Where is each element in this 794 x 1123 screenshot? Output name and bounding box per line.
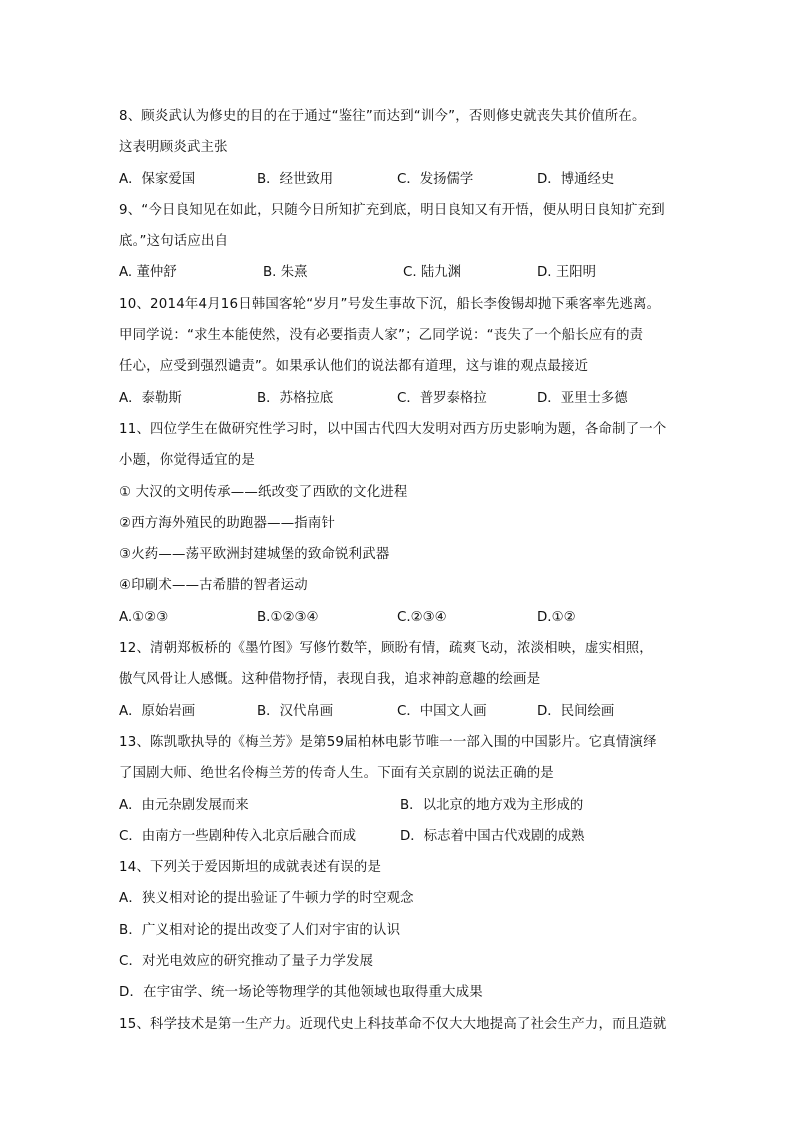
question-12-stem-line-2: 傲气风骨让人感慨。这种借物抒情，表现自我，追求神韵意趣的绘画是 xyxy=(119,672,541,688)
question-9-stem-line-2: 底。”这句话应出自 xyxy=(119,234,229,250)
question-11-item-1: ① 大汉的文明传承——纸改变了西欧的文化进程 xyxy=(119,484,408,500)
question-9-options xyxy=(119,257,681,288)
option-d: D．亚里士多德 xyxy=(537,390,628,406)
option-a: A．由元杂剧发展而来 xyxy=(119,797,249,813)
option-d: D. 王阳明 xyxy=(537,265,596,281)
option-c: C．发扬儒学 xyxy=(397,171,474,187)
question-14-stem-line-1: 14、下列关于爱因斯坦的成就表述有误的是 xyxy=(119,860,382,876)
exam-content xyxy=(119,101,681,1040)
question-8-options xyxy=(119,164,681,195)
option-b: B．以北京的地方戏为主形成的 xyxy=(400,797,584,813)
option-c: C．普罗泰格拉 xyxy=(397,390,487,406)
question-8-stem-line-2: 这表明顾炎武主张 xyxy=(119,140,228,156)
question-13-options-row-2 xyxy=(119,821,681,852)
option-a: A. 董仲舒 xyxy=(119,265,177,281)
option-a: A．泰勒斯 xyxy=(119,390,182,406)
question-12-options xyxy=(119,696,681,727)
question-8-stem-line-1: 8、顾炎武认为修史的目的在于通过“鉴往”而达到“训今”，否则修史就丧失其价值所在。 xyxy=(119,109,646,124)
question-13-stem-line-1: 13、陈凯歌执导的《梅兰芳》是第59届柏林电影节唯一一部入围的中国影片。它真情演绎 xyxy=(119,734,657,750)
option-b: B. 朱熹 xyxy=(263,265,308,281)
option-c: C．由南方一些剧种传入北京后融合而成 xyxy=(119,828,356,844)
option-b: B．苏格拉底 xyxy=(257,390,334,406)
question-15-stem-line-1: 15、科学技术是第一生产力。近现代史上科技革命不仅大大地提高了社会生产力，而且造就 xyxy=(119,1016,667,1032)
option-c: C．中国文人画 xyxy=(397,703,487,719)
question-10-stem-line-3: 任心，应受到强烈谴责”。如果承认他们的说法都有道理，这与谁的观点最接近 xyxy=(119,359,589,375)
option-d: D．在宇宙学、统一场论等物理学的其他领域也取得重大成果 xyxy=(119,985,483,1001)
question-10-options xyxy=(119,383,681,414)
option-c: C.②③④ xyxy=(397,609,447,625)
question-11-stem-line-1: 11、四位学生在做研究性学习时，以中国古代四大发明对西方历史影响为题，各命制了一个 xyxy=(119,421,667,437)
option-d: D．标志着中国古代戏剧的成熟 xyxy=(400,828,585,844)
option-b: B．汉代帛画 xyxy=(257,703,334,719)
option-c: C. 陆九渊 xyxy=(403,265,462,281)
option-d: D.①② xyxy=(537,609,576,625)
option-a: A．狭义相对论的提出验证了牛顿力学的时空观念 xyxy=(119,891,414,907)
question-11-item-2: ②西方海外殖民的助跑器——指南针 xyxy=(119,515,336,531)
option-c: C．对光电效应的研究推动了量子力学发展 xyxy=(119,954,374,970)
question-11-stem-line-2: 小题，你觉得适宜的是 xyxy=(119,453,255,469)
option-b: B.①②③④ xyxy=(257,609,319,625)
option-d: D．民间绘画 xyxy=(537,703,615,719)
question-11-options xyxy=(119,602,681,633)
option-a: A.①②③ xyxy=(119,609,169,625)
option-b: B．经世致用 xyxy=(257,171,334,187)
option-a: A．原始岩画 xyxy=(119,703,196,719)
question-10-stem-line-2: 甲同学说：“求生本能使然，没有必要指责人家”；乙同学说：“丧失了一个船长应有的责 xyxy=(119,328,644,344)
question-12-stem-line-1: 12、清朝郑板桥的《墨竹图》写修竹数竿，顾盼有情，疏爽飞动，浓淡相映，虚实相照， xyxy=(119,641,653,657)
question-11-item-3: ③火药——荡平欧洲封建城堡的致命锐利武器 xyxy=(119,547,390,563)
question-10-stem-line-1: 10、2014年4月16日韩国客轮“岁月”号发生事故下沉，船长李俊锡却抛下乘客率先逃离。 xyxy=(119,296,661,312)
option-b: B．广义相对论的提出改变了人们对宇宙的认识 xyxy=(119,922,401,938)
option-d: D．博通经史 xyxy=(537,171,615,187)
question-11-item-4: ④印刷术——古希腊的智者运动 xyxy=(119,578,308,594)
question-13-options-row-1 xyxy=(119,790,681,821)
question-13-stem-line-2: 了国剧大师、绝世名伶梅兰芳的传奇人生。下面有关京剧的说法正确的是 xyxy=(119,766,554,782)
option-a: A．保家爱国 xyxy=(119,171,196,187)
question-9-stem-line-1: 9、“今日良知见在如此，只随今日所知扩充到底，明日良知又有开悟，便从明日良知扩充到 xyxy=(119,202,665,218)
